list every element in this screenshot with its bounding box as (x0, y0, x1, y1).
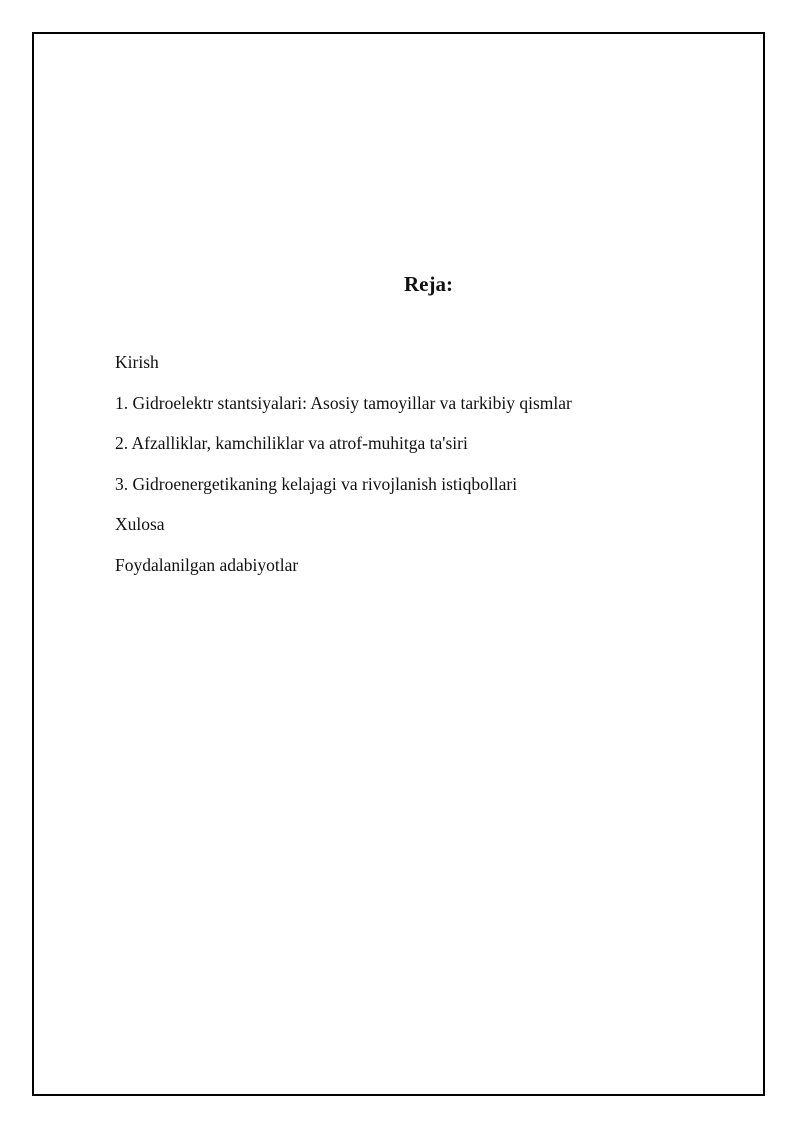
page-title: Reja: (404, 272, 453, 296)
toc-item-section-1: 1. Gidroelektr stantsiyalari: Asosiy tamoyillar va tarkibiy qismlar (115, 392, 572, 413)
toc-item-conclusion: Xulosa (115, 514, 165, 534)
toc-item-references: Foydalanilgan adabiyotlar (115, 554, 299, 575)
toc-item-section-2: 2. Afzalliklar, kamchiliklar va atrof-muhitga ta'siri (115, 433, 468, 453)
toc-item-introduction: Kirish (115, 352, 159, 372)
toc-item-section-3: 3. Gidroenergetikaning kelajagi va rivojlanish istiqbollari (115, 473, 518, 494)
table-of-contents (115, 350, 572, 593)
